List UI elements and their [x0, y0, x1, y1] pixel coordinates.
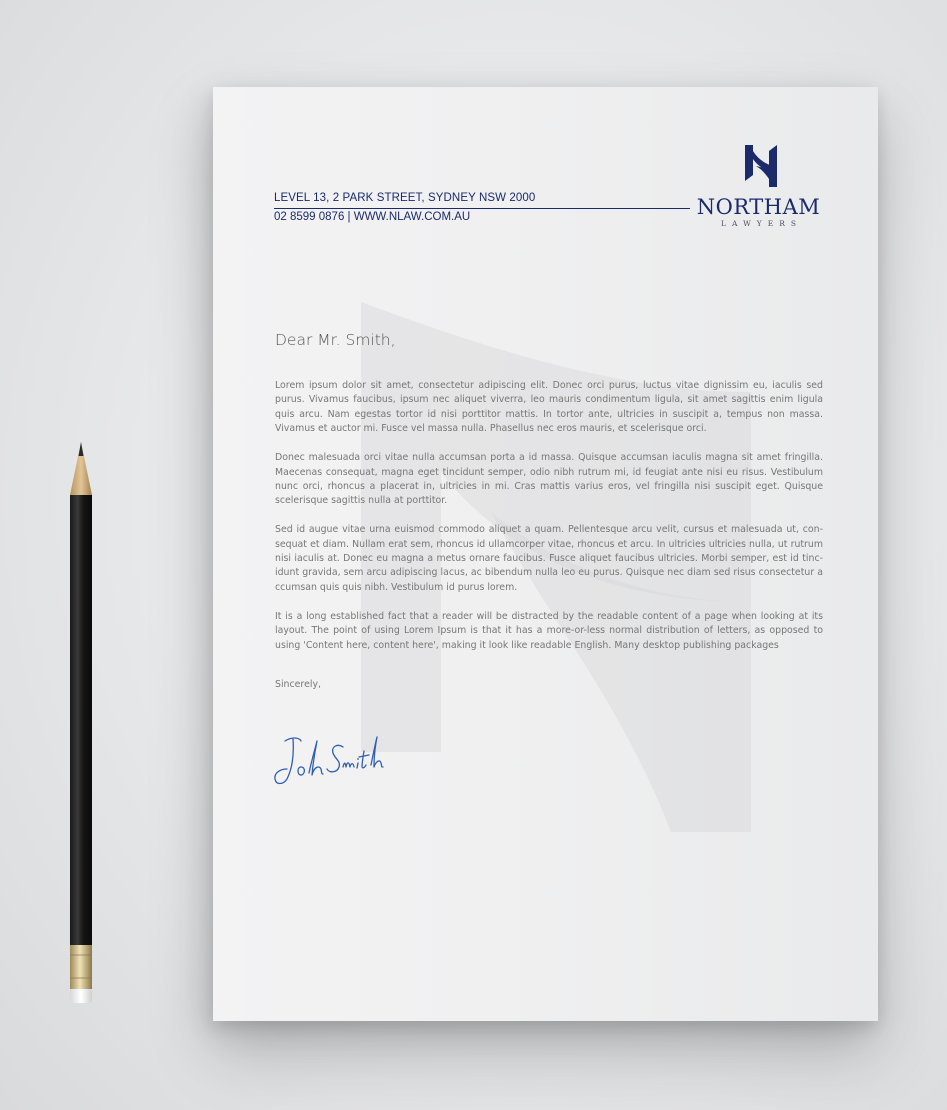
address-line: LEVEL 13, 2 PARK STREET, SYDNEY NSW 2000 [274, 192, 536, 204]
pencil-icon [66, 440, 96, 1010]
letter-paragraph: Sed id augue vitae urna euismod commodo aliquet a quam. Pellentesque arcu velit, cursus et malesuada ut, consequat et diam. Nullam erat sem, rhoncus id ullamcorper vitae, rhoncus et arcu. In ultricies ultricies nulla, ut rutrum nisi iaculis at. Donec eu magna a metus ornare faucibus. Fusce aliquet faucibus ultricies. Morbi semper, est id tincidunt gravida, sem arcu adipiscing lacus, ac bibendum nulla leo eu purus. Quisque nec diam sed risus consectetur a ccumsan quis quis nibh. Vestibulum id purus lorem. [275, 524, 823, 593]
signature [271, 727, 391, 789]
contact-line: 02 8599 0876 | WWW.NLAW.COM.AU [274, 211, 471, 223]
n-monogram-icon [744, 145, 778, 187]
header-rule [274, 208, 690, 209]
brand-name: NORTHAM [696, 195, 821, 219]
letter-paragraph: Lorem ipsum dolor sit amet, consectetur adipiscing elit. Donec orci purus, luctus vitae dignissim eu, iaculis sed purus. Vivamus faucibus, ipsum nec aliquet viverra, leo mauris condimentum ligula, sit amet sagittis enim ligula quis arcu. Nam egestas tortor id nisi porttitor mattis. In tortor ante, ultricies in suscipit a, tempus non massa. Vivamus et auctor mi. Fusce vel massa nulla. Phasellus nec eros mauris, et scelerisque orci. [275, 380, 823, 435]
letter-paragraph: Donec malesuada orci vitae nulla accumsan porta a id massa. Quisque accumsan iaculis magna sit amet fringilla. Maecenas consequat, magna eget tincidunt semper, odio nibh rutrum mi, id feugiat ante nisi eu risus. Vestibulum nunc orci, rhoncus a placerat in, ultricies in mi. Cras mattis varius eros, vel fringilla nisi suscipit eget. Quisque scelerisque sagittis nulla at porttitor. [275, 452, 823, 507]
brand-subtitle: LAWYERS [720, 219, 802, 228]
letter-greeting: Dear Mr. Smith, [275, 331, 396, 349]
letter-body [275, 379, 823, 668]
letter-paragraph: It is a long established fact that a reader will be distracted by the readable content of a page when looking at its layout. The point of using Lorem Ipsum is that it has a more-or-less normal distribution of letters, as opposed to using 'Content here, content here', making it look like readable English. Many desktop publishing packages [275, 610, 823, 651]
letterhead-paper [213, 87, 878, 1021]
letter-closing: Sincerely, [275, 679, 321, 690]
